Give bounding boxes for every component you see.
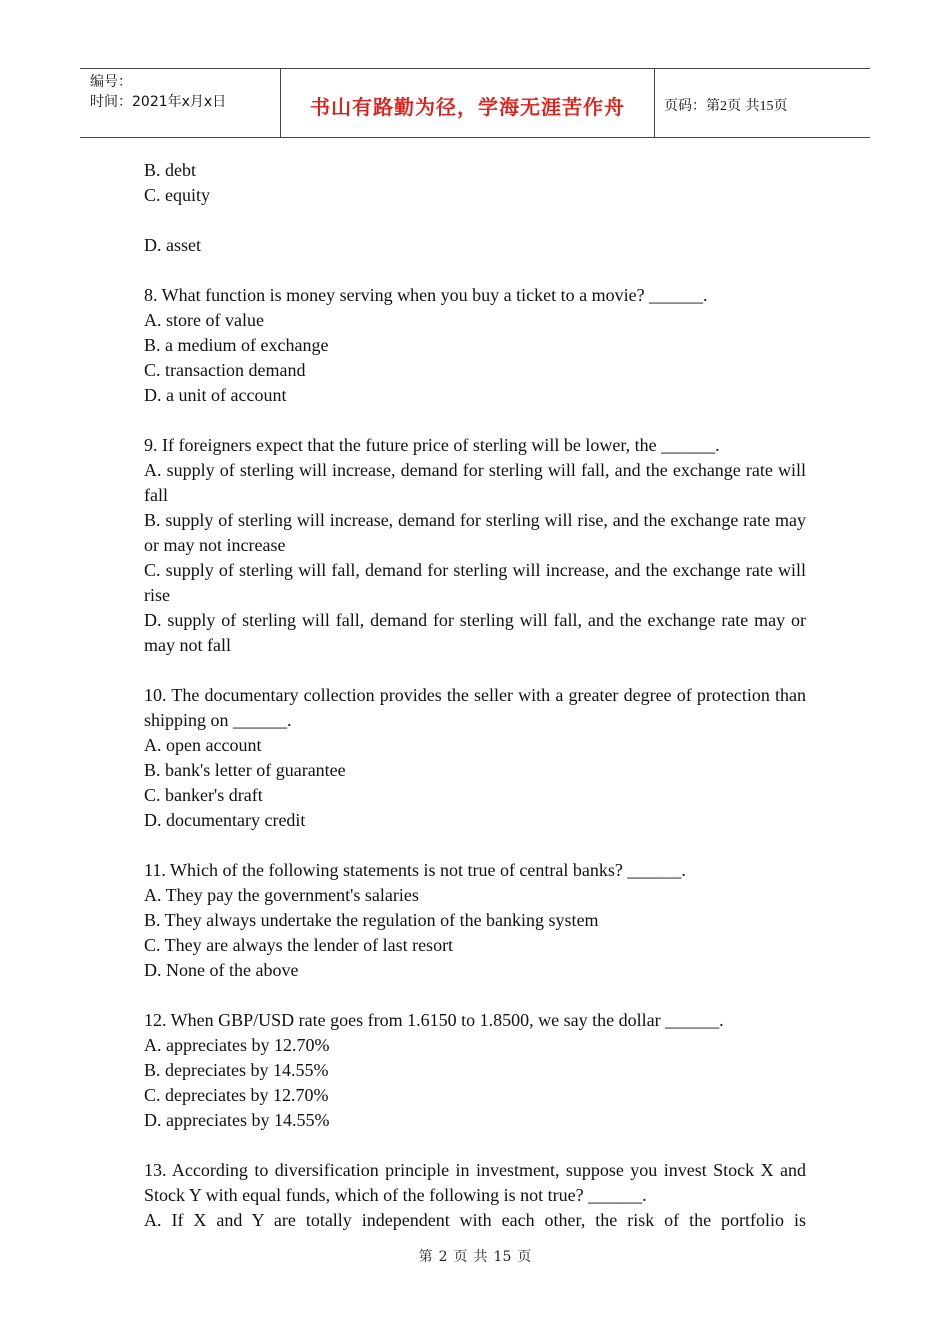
option-line: C. transaction demand <box>144 360 306 380</box>
page-suffix: 页 <box>773 98 788 114</box>
option-line: B. depreciates by 14.55% <box>144 1060 329 1080</box>
page-header <box>80 68 870 138</box>
footer-page-number: 2 <box>438 1249 448 1265</box>
option-line: D. appreciates by 14.55% <box>144 1110 330 1130</box>
option-line: B. supply of sterling will increase, demand for sterling will rise, and the exchange rate may or may not increase <box>144 510 806 555</box>
document-number-label: 编号： <box>90 74 132 90</box>
question-stem: 11. Which of the following statements is not true of central banks? ______. <box>144 860 686 880</box>
option-line: A. They pay the government's salaries <box>144 885 419 905</box>
option-line: C. banker's draft <box>144 785 263 805</box>
option-line: B. bank's letter of guarantee <box>144 760 346 780</box>
page-mid: 页 共 <box>727 98 760 114</box>
question-13 <box>144 1158 806 1233</box>
document-body <box>144 158 806 1233</box>
question-stem: 13. According to diversification principle in investment, suppose you invest Stock X and Stock Y with equal funds, which of the following is not true? ______. <box>144 1160 806 1205</box>
option-line: A. open account <box>144 735 262 755</box>
option-line: B. a medium of exchange <box>144 335 329 355</box>
question-8 <box>144 283 806 408</box>
question-9 <box>144 433 806 658</box>
question-stem: 9. If foreigners expect that the future price of sterling will be lower, the ______. <box>144 435 720 455</box>
option-line: A. appreciates by 12.70% <box>144 1035 330 1055</box>
option-line: C. supply of sterling will fall, demand for sterling will increase, and the exchange rate will rise <box>144 560 806 605</box>
option-line: C. depreciates by 12.70% <box>144 1085 329 1105</box>
option-line: A. store of value <box>144 310 264 330</box>
header-motto-cell <box>280 69 655 137</box>
option-line: D. documentary credit <box>144 810 306 830</box>
footer-total-pages: 15 <box>493 1249 512 1265</box>
option-line: C. They are always the lender of last resort <box>144 935 454 955</box>
option-line: D. None of the above <box>144 960 299 980</box>
page-footer <box>0 1246 950 1266</box>
question-stem: 12. When GBP/USD rate goes from 1.6150 to 1.8500, we say the dollar ______. <box>144 1010 724 1030</box>
header-motto: 书山有路勤为径，学海无涯苦作舟 <box>310 95 625 119</box>
footer-word: 第 <box>418 1249 433 1265</box>
header-page-cell <box>654 69 870 137</box>
option-line: A. supply of sterling will increase, demand for sterling will fall, and the exchange rate will fall <box>144 460 806 505</box>
option-line: A. If X and Y are totally independent with each other, the risk of the portfolio is <box>144 1210 806 1230</box>
footer-word: 页 <box>453 1249 468 1265</box>
header-page-info <box>664 95 787 115</box>
question-10 <box>144 683 806 833</box>
page-total: 15 <box>759 99 774 114</box>
footer-word: 共 <box>473 1249 488 1265</box>
document-date: 时间：2021年x月x日 <box>90 94 227 110</box>
question-stem: 8. What function is money serving when you buy a ticket to a movie? ______. <box>144 285 708 305</box>
header-left-cell <box>80 69 280 137</box>
option-line: B. They always undertake the regulation of the banking system <box>144 910 599 930</box>
footer-word: 页 <box>517 1249 532 1265</box>
option-line: D. supply of sterling will fall, demand for sterling will fall, and the exchange rate may or may not fall <box>144 610 806 655</box>
option-line: B. debt <box>144 160 196 180</box>
option-line: C. equity <box>144 185 210 205</box>
option-line: D. asset <box>144 235 201 255</box>
question-stem: 10. The documentary collection provides the seller with a greater degree of protection than shipping on ______. <box>144 685 806 730</box>
page-current: 2 <box>720 99 727 114</box>
question-12 <box>144 1008 806 1133</box>
question-11 <box>144 858 806 983</box>
option-line: D. a unit of account <box>144 385 287 405</box>
page-prefix: 页码：第 <box>664 98 720 114</box>
